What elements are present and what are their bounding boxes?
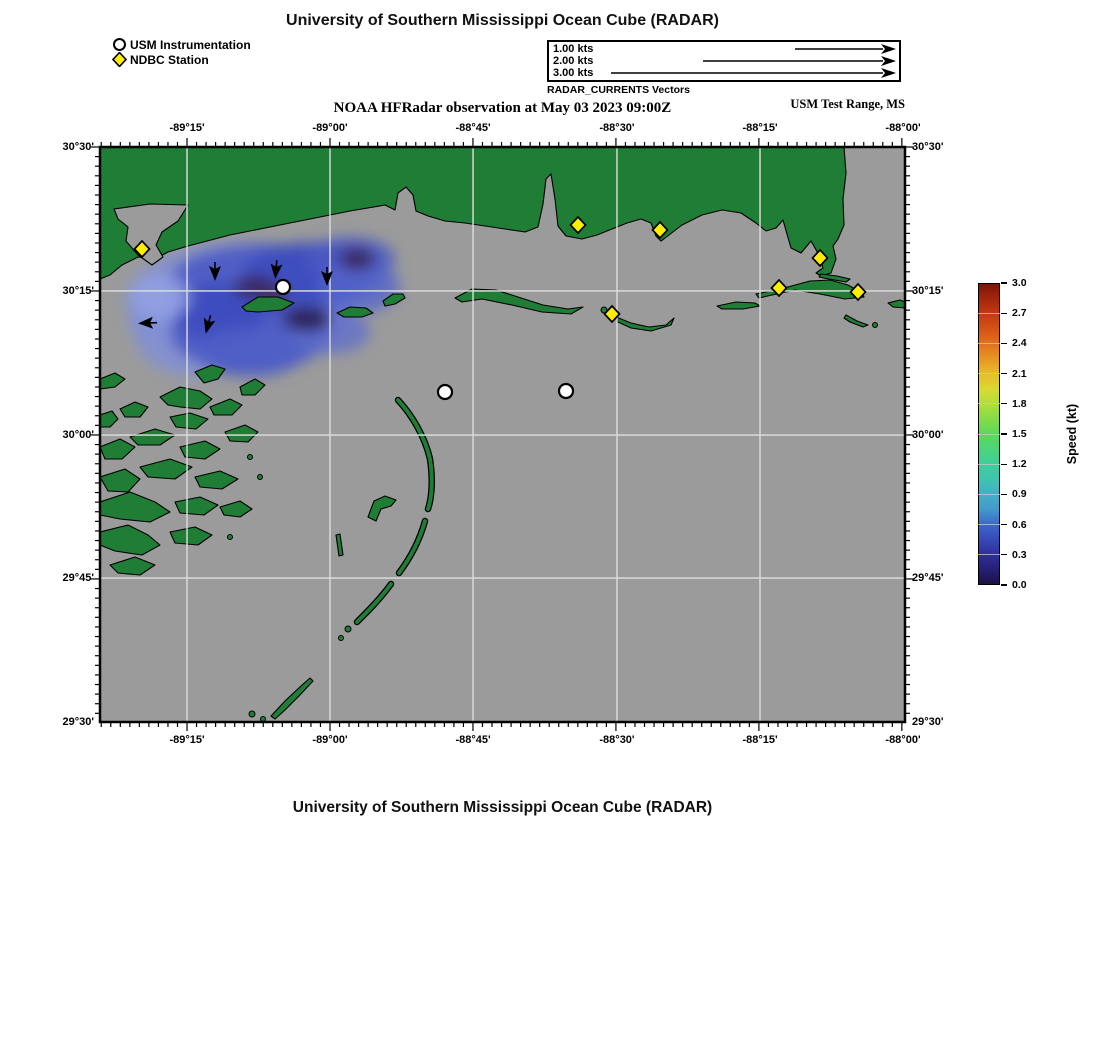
colorbar-tick [1001, 343, 1007, 344]
colorbar-tick [1001, 433, 1007, 434]
legend-row-usm [112, 37, 251, 52]
lon-tick-label: -88°45' [455, 734, 491, 746]
colorbar-tick-label: 2.4 [1012, 337, 1027, 350]
vector-scale-row [553, 55, 899, 67]
circle-marker-icon [112, 37, 127, 52]
islet-dot [339, 636, 344, 641]
usm-instrument-marker [438, 385, 452, 399]
colorbar-tick-label: 2.7 [1012, 307, 1027, 320]
range-label: USM Test Range, MS [790, 97, 905, 111]
colorbar-tick [1001, 524, 1007, 525]
colorbar-gridline [978, 524, 1000, 525]
colorbar-tick-label: 1.8 [1012, 397, 1027, 410]
vector-scale-row [553, 67, 899, 79]
lon-tick-label: -88°45' [455, 122, 491, 134]
diamond-marker-icon [112, 52, 127, 67]
legend-row-ndbc [112, 52, 251, 67]
colorbar-tick [1001, 494, 1007, 495]
vector-scale-caption: RADAR_CURRENTS Vectors [547, 84, 690, 96]
scale-arrow-icon [557, 67, 897, 79]
colorbar-tick-label: 1.2 [1012, 458, 1027, 471]
colorbar-gridline [978, 434, 1000, 435]
colorbar-gridline [978, 554, 1000, 555]
vector-scale-label: 3.00 kts [553, 67, 594, 79]
islet-dot [248, 455, 253, 460]
marker-legend [112, 37, 251, 67]
lon-tick-label: -88°30' [599, 734, 635, 746]
colorbar-tick-label: 0.6 [1012, 518, 1027, 531]
lon-tick-label: -89°15' [169, 122, 205, 134]
islet-dot [258, 475, 263, 480]
colorbar-tick-label: 1.5 [1012, 428, 1027, 440]
lat-tick-label: 30°15' [62, 284, 94, 297]
lon-tick-label: -88°15' [742, 122, 778, 134]
colorbar-tick [1001, 282, 1007, 283]
colorbar-tick [1001, 313, 1007, 314]
page-title: University of Southern Mississippi Ocean Cube (RADAR) [286, 12, 719, 29]
colorbar-tick [1001, 464, 1007, 465]
lon-tick-label: -88°15' [742, 734, 778, 746]
islet-dot [228, 535, 233, 540]
colorbar-tick [1001, 403, 1007, 404]
colorbar-gridline [978, 403, 1000, 404]
legend-label-ndbc: NDBC Station [130, 52, 209, 67]
islet-dot [249, 711, 255, 717]
vector-scale-label: 2.00 kts [553, 55, 594, 67]
lon-tick-label: -89°00' [312, 734, 348, 746]
scale-arrow-icon [557, 43, 897, 55]
lat-tick-label: 29°45' [912, 572, 944, 585]
lat-tick-label: 30°15' [912, 284, 944, 297]
vector-scale-row [553, 43, 899, 55]
lon-tick-label: -88°00' [885, 734, 921, 746]
lat-tick-label: 29°30' [62, 716, 94, 728]
colorbar-title: Speed (kt) [1065, 403, 1079, 465]
colorbar-tick [1001, 554, 1007, 555]
lon-tick-label: -89°15' [169, 734, 205, 746]
vector-scale-label: 1.00 kts [553, 43, 594, 55]
colorbar-tick [1001, 373, 1007, 374]
lon-tick-label: -88°30' [599, 122, 635, 134]
colorbar-tick-label: 3.0 [1012, 277, 1027, 289]
lat-tick-label: 30°30' [62, 141, 94, 153]
usm-instrument-marker [559, 384, 573, 398]
lon-tick-label: -88°00' [885, 122, 921, 134]
map-canvas [100, 147, 905, 722]
colorbar-tick-label: 2.1 [1012, 367, 1027, 380]
islet-dot [873, 323, 878, 328]
lat-tick-label: 30°00' [62, 429, 94, 442]
colorbar-gridline [978, 373, 1000, 374]
colorbar-tick-label: 0.9 [1012, 488, 1027, 501]
scale-arrow-icon [557, 55, 897, 67]
vector-scale-box [547, 40, 901, 82]
colorbar-gridline [978, 343, 1000, 344]
colorbar-gridline [978, 494, 1000, 495]
islet-dot [345, 626, 351, 632]
lat-tick-label: 30°30' [912, 141, 944, 153]
colorbar-tick-label: 0.0 [1012, 579, 1027, 591]
colorbar-gridline [978, 464, 1000, 465]
observation-subtitle: NOAA HFRadar observation at May 03 2023 09:00Z [333, 100, 672, 116]
lat-tick-label: 29°30' [912, 716, 944, 728]
speed-colorbar [978, 277, 1098, 591]
lat-tick-label: 30°00' [912, 429, 944, 442]
colorbar-tick [1001, 584, 1007, 585]
usm-instrument-marker [276, 280, 290, 294]
bottom-title: University of Southern Mississippi Ocean Cube (RADAR) [292, 799, 713, 816]
colorbar-gridline [978, 313, 1000, 314]
lat-tick-label: 29°45' [62, 572, 94, 585]
legend-label-usm: USM Instrumentation [130, 37, 251, 52]
lon-tick-label: -89°00' [312, 122, 348, 134]
colorbar-tick-label: 0.3 [1012, 548, 1027, 561]
